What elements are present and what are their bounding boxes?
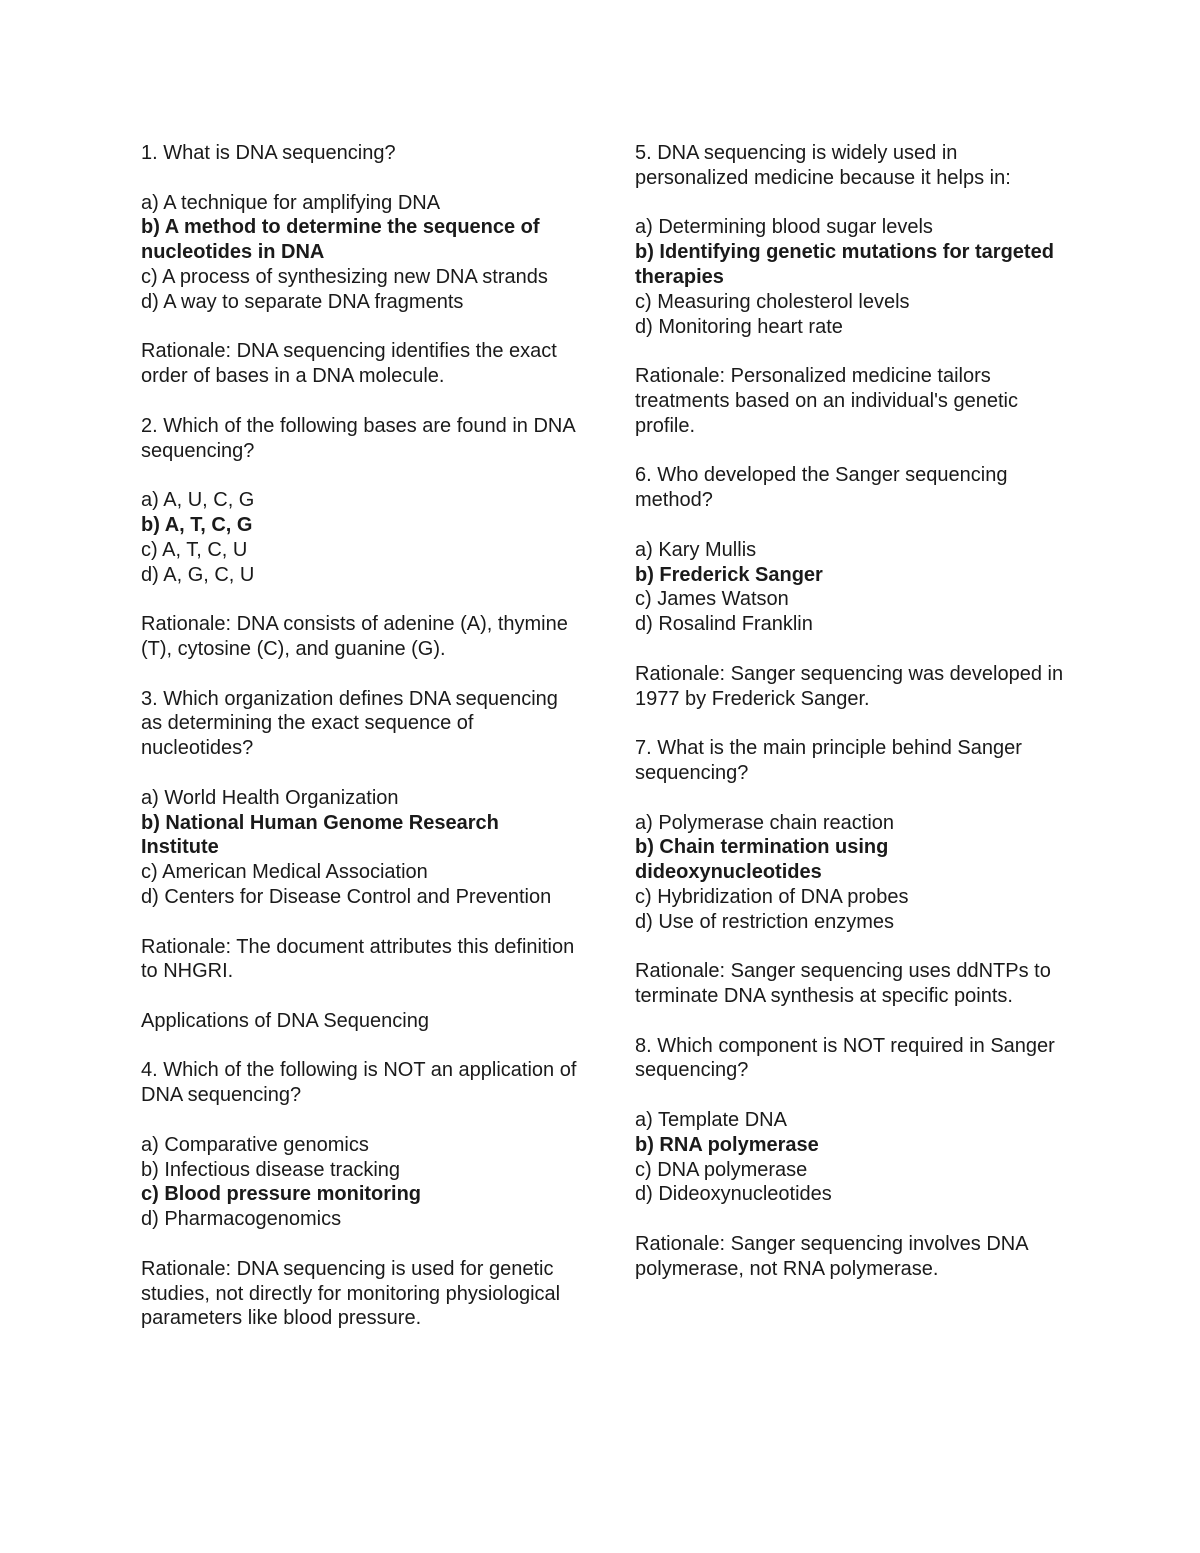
rationale-text: Rationale: Personalized medicine tailors treatments based on an individual's genetic profile. bbox=[635, 365, 1024, 437]
blank-line bbox=[635, 1207, 1075, 1232]
answer-option: c) James Watson bbox=[635, 588, 789, 611]
answer-option: b) Infectious disease tracking bbox=[141, 1158, 401, 1181]
blank-line bbox=[141, 389, 581, 414]
correct-answer-option: c) Blood pressure monitoring bbox=[141, 1183, 422, 1206]
answer-option: c) A process of synthesizing new DNA strands bbox=[141, 265, 548, 288]
blank-line bbox=[141, 910, 581, 935]
question-text: 8. Which component is NOT required in Sanger sequencing? bbox=[635, 1034, 1061, 1082]
correct-answer-option: b) National Human Genome Research Institute bbox=[141, 811, 505, 859]
blank-line bbox=[141, 587, 581, 612]
blank-line bbox=[141, 1232, 581, 1257]
answer-option: a) Polymerase chain reaction bbox=[635, 811, 895, 834]
blank-line bbox=[635, 191, 1075, 216]
question-text: 3. Which organization defines DNA sequencing as determining the exact sequence of nucleotides? bbox=[141, 687, 564, 760]
answer-option: a) Kary Mullis bbox=[635, 538, 757, 561]
blank-line bbox=[635, 637, 1075, 662]
blank-line bbox=[635, 513, 1075, 538]
question-text: 5. DNA sequencing is widely used in personalized medicine because it helps in: bbox=[635, 142, 1011, 189]
rationale-text: Rationale: The document attributes this definition to NHGRI. bbox=[141, 935, 580, 983]
question-text: 4. Which of the following is NOT an application of DNA sequencing? bbox=[141, 1059, 582, 1107]
answer-option: c) Hybridization of DNA probes bbox=[635, 885, 909, 908]
answer-option: a) Determining blood sugar levels bbox=[635, 216, 933, 239]
question-text: 7. What is the main principle behind Sanger sequencing? bbox=[635, 737, 1028, 784]
blank-line bbox=[141, 463, 581, 488]
correct-answer-option: b) A method to determine the sequence of nucleotides in DNA bbox=[141, 216, 546, 264]
rationale-text: Rationale: Sanger sequencing was developed in 1977 by Frederick Sanger. bbox=[635, 662, 1069, 710]
answer-option: d) Rosalind Franklin bbox=[635, 613, 813, 636]
rationale-text: Rationale: DNA sequencing is used for genetic studies, not directly for monitoring physiological parameters like blood pressure. bbox=[141, 1257, 566, 1330]
correct-answer-option: b) Chain termination using dideoxynucleotides bbox=[635, 836, 894, 884]
correct-answer-option: b) A, T, C, G bbox=[141, 513, 253, 536]
answer-option: d) Use of restriction enzymes bbox=[635, 910, 894, 933]
blank-line bbox=[635, 711, 1075, 736]
question-text: 1. What is DNA sequencing? bbox=[141, 142, 396, 164]
rationale-text: Rationale: DNA sequencing identifies the exact order of bases in a DNA molecule. bbox=[141, 340, 563, 388]
question-text: 6. Who developed the Sanger sequencing method? bbox=[635, 464, 1014, 512]
blank-line bbox=[635, 439, 1075, 464]
answer-option: a) World Health Organization bbox=[141, 786, 399, 809]
correct-answer-option: b) Identifying genetic mutations for targeted therapies bbox=[635, 241, 1060, 288]
blank-line bbox=[141, 662, 581, 687]
blank-line bbox=[635, 1009, 1075, 1034]
blank-line bbox=[635, 339, 1075, 364]
blank-line bbox=[141, 761, 581, 786]
answer-option: d) A way to separate DNA fragments bbox=[141, 290, 464, 313]
blank-line bbox=[635, 935, 1075, 960]
rationale-text: Rationale: Sanger sequencing uses ddNTPs to terminate DNA synthesis at specific points. bbox=[635, 960, 1057, 1008]
blank-line bbox=[635, 786, 1075, 811]
answer-option: a) Comparative genomics bbox=[141, 1133, 369, 1156]
answer-option: a) A, U, C, G bbox=[141, 489, 255, 512]
answer-option: d) Dideoxynucleotides bbox=[635, 1183, 832, 1206]
blank-line bbox=[141, 1108, 581, 1133]
answer-option: d) Centers for Disease Control and Prevention bbox=[141, 885, 552, 908]
correct-answer-option: b) RNA polymerase bbox=[635, 1133, 819, 1156]
right-column bbox=[635, 141, 1075, 1282]
answer-option: d) Monitoring heart rate bbox=[635, 315, 843, 338]
rationale-text: Rationale: Sanger sequencing involves DNA polymerase, not RNA polymerase. bbox=[635, 1233, 1034, 1280]
blank-line bbox=[141, 315, 581, 340]
rationale-text: Rationale: DNA consists of adenine (A), thymine (T), cytosine (C), and guanine (G). bbox=[141, 613, 574, 660]
answer-option: d) A, G, C, U bbox=[141, 563, 255, 586]
question-text: 2. Which of the following bases are found in DNA sequencing? bbox=[141, 414, 581, 462]
answer-option: a) A technique for amplifying DNA bbox=[141, 191, 441, 214]
blank-line bbox=[141, 166, 581, 191]
blank-line bbox=[141, 984, 581, 1009]
answer-option: c) DNA polymerase bbox=[635, 1158, 808, 1181]
answer-option: c) Measuring cholesterol levels bbox=[635, 290, 910, 313]
blank-line bbox=[635, 1083, 1075, 1108]
answer-option: d) Pharmacogenomics bbox=[141, 1208, 342, 1231]
answer-option: a) Template DNA bbox=[635, 1109, 787, 1132]
answer-option: c) American Medical Association bbox=[141, 861, 428, 884]
left-column bbox=[141, 141, 581, 1331]
blank-line bbox=[141, 1034, 581, 1059]
section-heading: Applications of DNA Sequencing bbox=[141, 1009, 429, 1032]
correct-answer-option: b) Frederick Sanger bbox=[635, 563, 823, 586]
answer-option: c) A, T, C, U bbox=[141, 538, 248, 561]
